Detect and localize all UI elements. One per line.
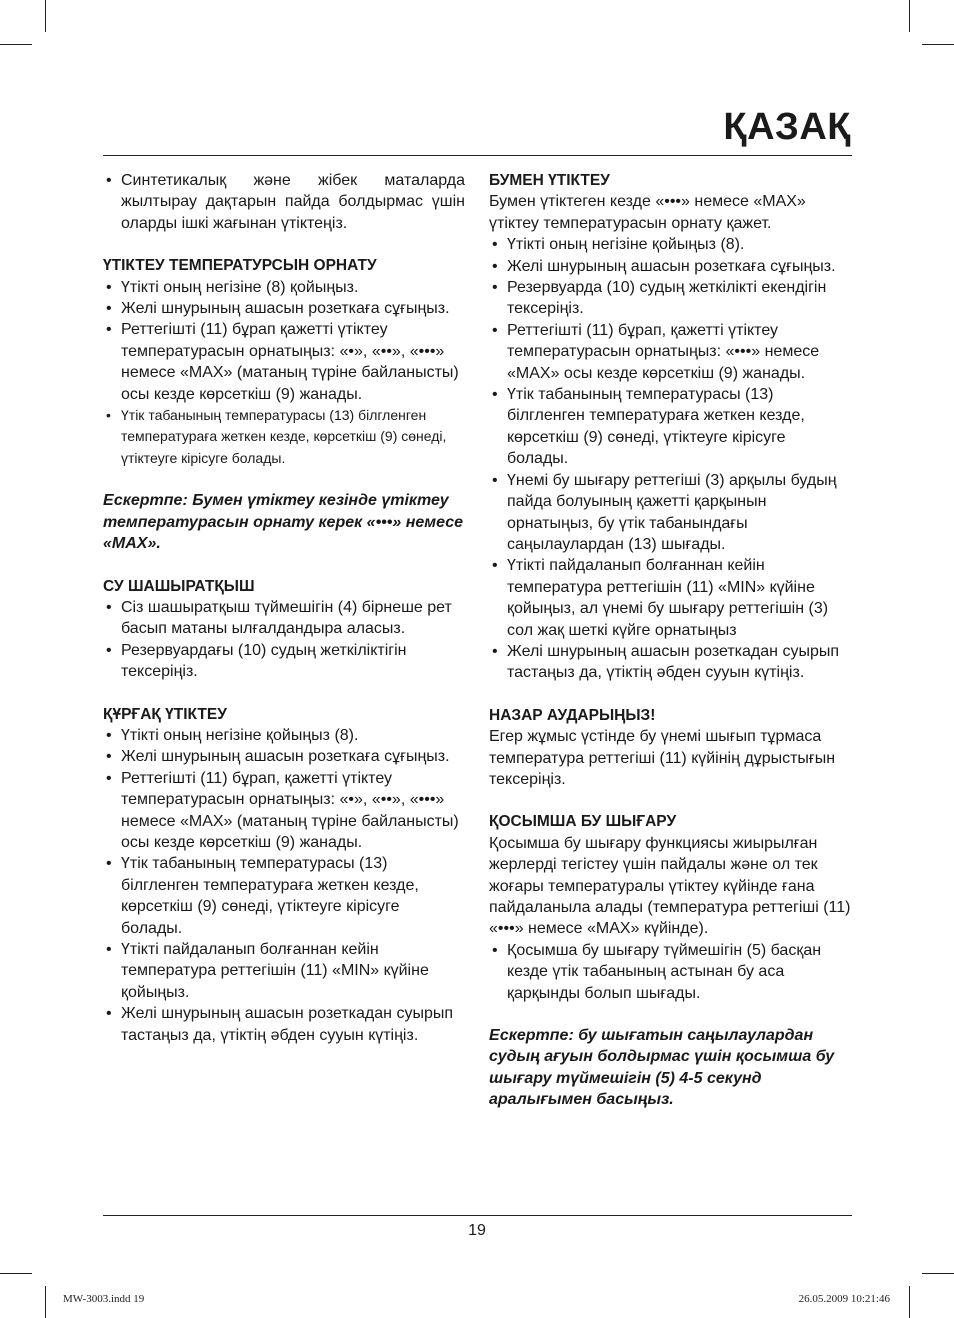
section-heading-dry-ironing: ҚҰРҒАҚ ҮТІКТЕУ [103,705,227,723]
steam-intro: Бумен үтіктеген кезде «•••» немесе «MAX» үтіктеу температурасын орнату қажет. [489,193,806,232]
crop-mark [45,0,46,32]
page-title: ҚАЗАҚ [723,106,851,148]
page-number: 19 [468,1222,486,1239]
list-item: • Реттегішті (11) бұрап қажетті үтіктеу температурасын орнатыңыз: «•», «••», «•••» немесе «MAX» (матаның түріне байланысты) осы кезде көрсеткіш (9) жанады. [103,319,465,405]
steam-list [489,234,851,684]
steam-boost-list [489,940,851,1004]
list-item: • Үтікті пайдаланып болғаннан кейін температура реттегішін (11) «MIN» күйіне қойыңыз, ал үнемі бу шығару реттегішін (3) сол жақ шеткі күйге орнатыңыз [489,555,851,641]
list-item: • Желі шнурының ашасын розеткадан суырып тастаңыз да, үтіктің әбден сууын күтіңіз. [489,641,851,684]
right-column [489,170,851,1111]
list-item: • Желі шнурының ашасын розеткаға сұғыңыз. [103,298,465,319]
spray-list [103,597,465,683]
list-item: • Үтік табанының температурасы (13) білгленген температураға жеткен кезде, көрсеткіш (9) сөнеді, үтіктеуге кірісуге болады. [489,384,851,470]
footer-rule [103,1215,852,1216]
temperature-list [103,277,465,470]
list-item: • Қосымша бу шығару түймешігін (5) басқан кезде үтік табанының астынан бу аса қарқынды болып шығады. [489,940,851,1004]
crop-mark [0,44,32,45]
crop-mark [0,1273,32,1274]
section-heading-attention: НАЗАР АУДАРЫҢЫЗ! [489,706,656,724]
section-heading-spray: СУ ШАШЫРАТҚЫШ [103,577,255,595]
slug-file: MW-3003.indd 19 [63,1293,145,1305]
list-item: • Синтетикалық және жібек маталарда жылтырау дақтарын пайда болдырмас үшін оларды ішкі жағынан үтіктеңіз. [103,170,465,234]
list-item: • Үтік табанының температурасы (13) білгленген температураға жеткен кезде, көрсеткіш (9) сөнеді, үтіктеуге кірісуге болады. [103,853,465,939]
attention-text: Егер жұмыс үстінде бу үнемі шығып тұрмаса температура реттегіші (11) күйінің дұрыстығын тексеріңіз. [489,728,836,788]
list-item: • Реттегішті (11) бұрап, қажетті үтіктеу температурасын орнатыңыз: «•••» немесе «MAX» осы кезде көрсеткіш (9) жанады. [489,320,851,384]
list-item: • Желі шнурының ашасын розеткаға сұғыңыз. [489,256,851,277]
steam-boost-text: Қосымша бу шығару функциясы жиырылған жерлерді тегістеу үшін пайдалы және ол тек жоғары температуралы үтіктеу күйінде ғана пайдаланыла алады (температура реттегіші (11) «•••» немесе «MAX» күйінде). [489,834,851,938]
list-item: • Үтікті оның негізіне қойыңыз (8). [489,234,851,255]
crop-mark [909,0,910,32]
crop-mark [922,44,954,45]
list-item: • Үтікті оның негізіне (8) қойыңыз. [103,277,465,298]
list-item: • Үнемі бу шығару реттегіші (3) арқылы будың пайда болуының қажетті қарқынын орнатыңыз, бу үтік табанындағы саңылаулардан (13) шығады. [489,470,851,556]
intro-list [103,170,465,234]
dry-ironing-list [103,725,465,1046]
list-item: • Резервуардағы (10) судың жеткіліктігін тексеріңіз. [103,640,465,683]
list-item: • Үтікті пайдаланып болғаннан кейін температура реттегішін (11) «MIN» күйіне қойыңыз. [103,939,465,1003]
section-heading-steam-boost: ҚОСЫМША БУ ШЫҒАРУ [489,813,677,831]
note-steam-temperature: Ескертпе: Бумен үтіктеу кезінде үтіктеу температурасын орнату керек «•••» немесе «MAX». [103,492,464,553]
list-item: • Желі шнурының ашасын розеткадан суырып тастаңыз да, үтіктің әбден сууын күтіңіз. [103,1003,465,1046]
crop-mark [909,1286,910,1318]
note-steam-boost: Ескертпе: бу шығатын саңылаулардан судың ағуын болдырмас үшін қосымша бу шығару түймешігін (5) 4-5 секунд аралығымен басыңыз. [489,1027,835,1109]
list-item: • Үтікті оның негізіне қойыңыз (8). [103,725,465,746]
crop-mark [922,1273,954,1274]
list-item: • Желі шнурының ашасын розеткаға сұғыңыз. [103,746,465,767]
slug-date: 26.05.2009 10:21:46 [798,1293,890,1305]
list-item: • Үтік табанының температурасы (13) білгленген температураға жеткен кезде, көрсеткіш (9) сөнеді, үтіктеуге кірісуге болады. [103,405,465,469]
crop-mark [45,1286,46,1318]
section-heading-steam-ironing: БУМЕН ҮТІКТЕУ [489,172,610,189]
list-item: • Сіз шашыратқыш түймешігін (4) бірнеше рет басып матаны ылғалдандыра аласыз. [103,597,465,640]
list-item: • Резервуарда (10) судың жеткілікті екендігін тексеріңіз. [489,277,851,320]
left-column [103,170,465,1046]
header-rule [103,155,852,156]
section-heading-temperature: ҮТІКТЕУ ТЕМПЕРАТУРСЫН ОРНАТУ [103,257,377,275]
list-item: • Реттегішті (11) бұрап, қажетті үтіктеу температурасын орнатыңыз: «•», «••», «•••» немесе «MAX» (матаның түріне байланысты) осы кезде көрсеткіш (9) жанады. [103,768,465,854]
